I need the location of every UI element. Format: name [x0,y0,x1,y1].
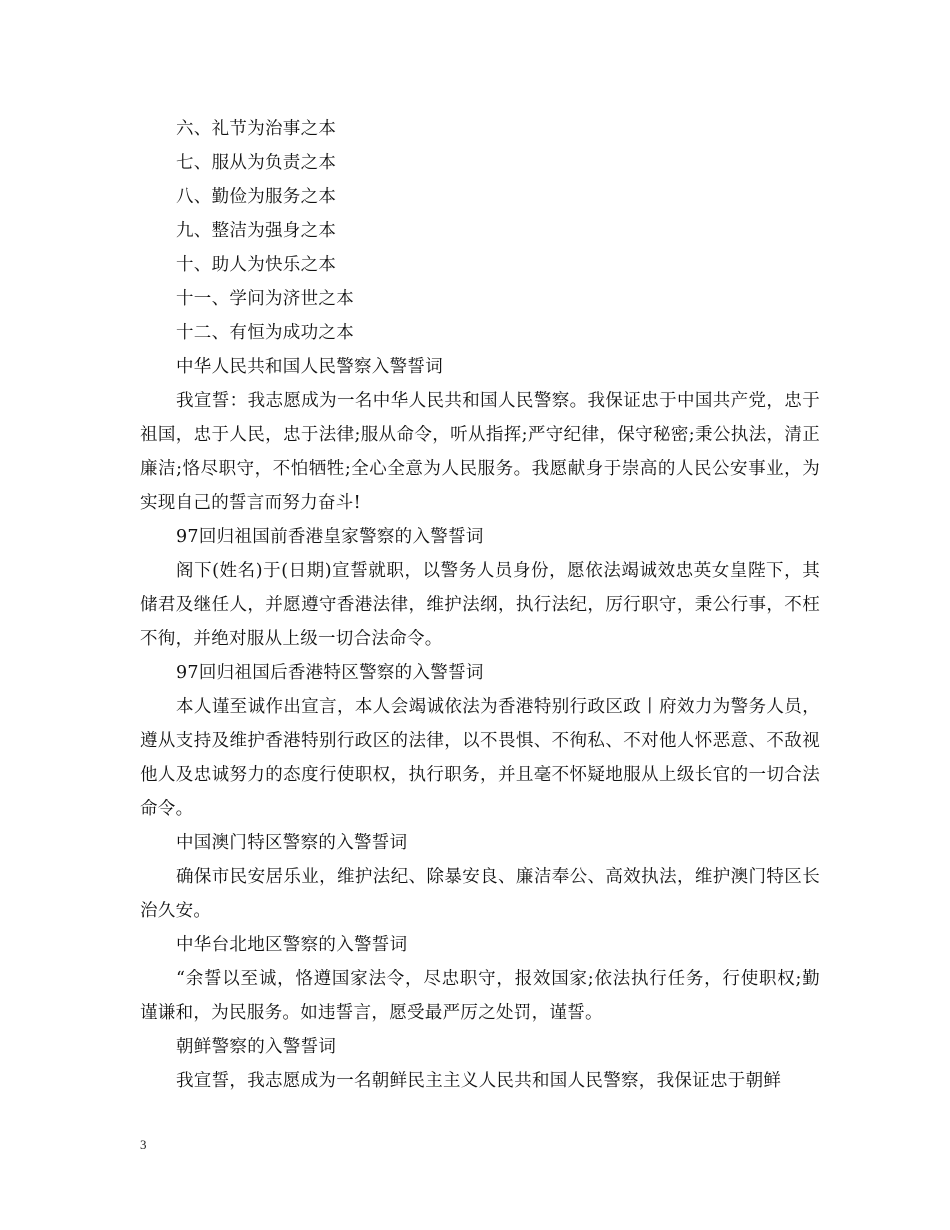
heading-taipei-oath: 中华台北地区警察的入警誓词 [176,935,408,955]
heading-hk-sar-oath: 97回归祖国后香港特区警察的入警誓词 [176,663,484,683]
list-item-11: 十一、学问为济世之本 [176,289,354,309]
document-body [140,112,820,1098]
list-item-8: 八、勤俭为服务之本 [176,187,337,207]
list-item-7: 七、服从为负责之本 [176,153,337,173]
list-item-10: 十、助人为快乐之本 [176,255,337,275]
page-number: 3 [140,1137,147,1152]
heading-korea-oath: 朝鲜警察的入警誓词 [176,1037,337,1057]
paragraph-korea-oath: 我宣誓，我志愿成为一名朝鲜民主主义人民共和国人民警察，我保证忠于朝鲜 [176,1071,782,1091]
paragraph-taipei-oath: “余誓以至诚，恪遵国家法令，尽忠职守，报效国家;依法执行任务，行使职权;勤谨谦和，为民服务。如违誓言，愿受最严厉之处罚，谨誓。 [140,969,820,1023]
heading-hk-royal-oath: 97回归祖国前香港皇家警察的入警誓词 [176,527,484,547]
paragraph-hk-royal-oath: 阁下(姓名)于(日期)宣誓就职，以警务人员身份，愿依法竭诚效忠英女皇陛下，其储君及继任人，并愿遵守香港法律，维护法纲，执行法纪，厉行职守，秉公行事，不枉不徇，并绝对服从上级一切合法命令。 [140,561,820,649]
list-item-6: 六、礼节为治事之本 [176,119,337,139]
heading-macau-oath: 中国澳门特区警察的入警誓词 [176,833,408,853]
paragraph-macau-oath: 确保市民安居乐业，维护法纪、除暴安良、廉洁奉公、高效执法，维护澳门特区长治久安。 [140,867,820,921]
heading-prc-oath: 中华人民共和国人民警察入警誓词 [176,357,443,377]
list-item-12: 十二、有恒为成功之本 [176,323,354,343]
paragraph-hk-sar-oath: 本人谨至诚作出宣言，本人会竭诚依法为香港特别行政区政丨府效力为警务人员，遵从支持及维护香港特别行政区的法律，以不畏惧、不徇私、不对他人怀恶意、不敌视他人及忠诚努力的态度行使职权，执行职务，并且毫不怀疑地服从上级长官的一切合法命令。 [140,697,820,819]
list-item-9: 九、整洁为强身之本 [176,221,337,241]
paragraph-prc-oath: 我宣誓：我志愿成为一名中华人民共和国人民警察。我保证忠于中国共产党，忠于祖国，忠于人民，忠于法律;服从命令，听从指挥;严守纪律，保守秘密;秉公执法，清正廉洁;恪尽职守，不怕牺牲;全心全意为人民服务。我愿献身于崇高的人民公安事业，为实现自己的誓言而努力奋斗! [140,391,820,513]
